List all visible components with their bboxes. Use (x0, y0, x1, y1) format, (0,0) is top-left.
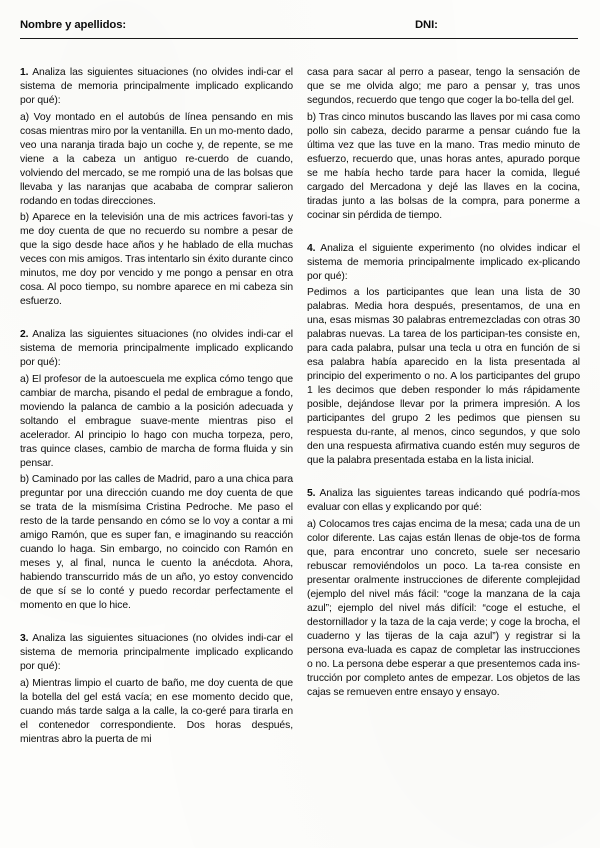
question-2-item-a: a) El profesor de la autoescuela me explica cómo tengo que cambiar de marcha, pisando el pedal de embrague a fondo, moviendo la palanca de cambio a la posición adecuada y soltando el embrague suave-mente mientras piso el acelerador. Al principio lo hago con mucha torpeza, pero, tras quince clases, cambio de marcha de forma fluida y sin pensar. (20, 373, 293, 469)
header-underline-rule (20, 38, 578, 39)
question-4-prompt (307, 242, 580, 284)
student-name-label: Nombre y apellidos: (20, 19, 127, 31)
question-5-item-a: a) Colocamos tres cajas encima de la mesa; cada una de un color diferente. Las cajas están llenas de obje-tos de forma que, para encontrar uno concreto, suele ser necesario rebuscar removiéndolos un poco. La ta-rea consiste en presentar oralmente instrucciones de diferente complejidad (ejemplo del nivel más fácil: “coge la manzana de la caja azul”; ejemplo del nivel más difícil: “coge el estuche, el destornillador y la taza de la caja verde; y coge la brocha, el cuaderno y las tijeras de la caja azul”) y registrar si la persona eva-luada es capaz de completar las instrucciones o no. La persona debe esperar a que presentemos cada ins-trucción por completo antes de empezar. Los objetos de las cajas se remueven entre ensayo y ensayo. (307, 518, 580, 698)
question-1-item-a: a) Voy montado en el autobús de línea pensando en mis cosas mientras miro por la ventanilla. En un mo-mento dado, veo una naranja tirada bajo un coche y, de repente, se me viene a la cabeza un antiguo re-cuerdo de cuando, volviendo del mercado, se me rompió una de las bolsas que llevaba y las naranjas que acababa de comprar salieron rodando en todas direcciones. (20, 111, 293, 207)
question-4-prompt-text: Analiza el siguiente experimento (no olvides indicar el sistema de memoria principalmente implicado ex-plicando por qué): (307, 242, 580, 282)
student-dni-label: DNI: (415, 19, 438, 31)
question-3-number: 3. (20, 633, 29, 644)
question-4-number: 4. (307, 242, 316, 254)
right-column (307, 66, 580, 702)
question-5-number: 5. (307, 488, 316, 499)
question-3-item-b: b) Tras cinco minutos buscando las llaves por mi casa como pollo sin cabeza, decido pararme a pensar cuándo fue la última vez que las tuve en la mano. Tras medio minuto de esfuerzo, recuerdo que, unas horas antes, apurado porque se me había hecho tarde para hacer la comida, llegué cargado del Mercadona y dejé las llaves en la cocina, tiradas junto a las bolsas de la compra, para ponerme a cocinar sin pérdida de tiempo. (307, 111, 580, 221)
question-2-prompt (20, 328, 293, 370)
left-column (20, 66, 293, 749)
header-fields-row (20, 19, 578, 37)
question-3-prompt (20, 632, 293, 674)
question-2-prompt-text: Analiza las siguientes situaciones (no olvides indi-car el sistema de memoria principalmente implicado explicando por qué): (20, 329, 293, 368)
question-1-prompt (20, 66, 293, 108)
question-3-item-a-continued-left: a) Mientras limpio el cuarto de baño, me doy cuenta de que la botella del gel está vacía; en ese momento decido que, cuando más tarde salga a la calle, la co-geré para tirarla en el contenedor correspondiente. Dos horas después, mientras abro la puerta de mi (20, 677, 293, 745)
question-1-item-b: b) Aparece en la televisión una de mis actrices favori-tas y me doy cuenta de que no recuerdo su nombre a pesar de que la sigo desde hace años y he hablado de ella muchas veces con mis amigos. Tras intentarlo sin éxito durante cinco minutos, me doy por vencido y me pongo a pensar en otra cosa. Al poco tiempo, su nombre aparece en mi cabeza sin esfuerzo. (20, 212, 293, 307)
question-4-body: Pedimos a los participantes que lean una lista de 30 palabras. Media hora después, presentamos, de una en una, esas mismas 30 palabras entremezcladas con otras 30 palabras nuevas. La tarea de los participan-tes consiste en, para cada palabra, pulsar una tecla u otra en función de si esa palabra había aparecido en la lista presentada al principio del experimento o no. A los participantes del grupo 1 les decimos que deben responder lo más rápidamente posible, dejándose llevar por la primera impresión. A los participantes del grupo 2 les pedimos que piensen su respuesta du-rante, al menos, cinco segundos, y que solo den una respuesta afirmativa cuando estén muy seguros de que la palabra presentada estaba en la lista inicial. (307, 287, 580, 466)
question-2-number: 2. (20, 329, 29, 340)
two-column-body (20, 66, 580, 841)
question-3-prompt-text: Analiza las siguientes situaciones (no olvides indi-car el sistema de memoria principalmente implicado explicando por qué): (20, 633, 293, 672)
page-header (20, 19, 578, 45)
question-5-prompt-text: Analiza las siguientes tareas indicando qué podría-mos evaluar con ellas y explicando por qué: (307, 488, 580, 513)
question-2-item-b: b) Caminado por las calles de Madrid, paro a una chica para preguntar por una dirección cuando me doy cuenta de que se trata de la mismísima Cristina Pedroche. Me paso el resto de la tarde pensando en cómo se lo voy a contar a mi amigo Ramón, que es super fan, e imaginando su reacción cuando lo haga. Sin embargo, no coincido con Ramón en meses y, al final, nunca le cuento la anécdota. Ahora, habiendo transcurrido más de un año, yo estoy convencido de que sí se lo conté y puedo recordar perfectamente el momento en que lo hice. (20, 474, 293, 611)
question-1-number: 1. (20, 67, 29, 78)
question-1-prompt-text: Analiza las siguientes situaciones (no olvides indi-car el sistema de memoria principalmente implicado explicando por qué): (20, 67, 293, 106)
question-3-item-a-continued-right: casa para sacar al perro a pasear, tengo la sensación de que se me olvida algo; me paro a pensar y, tras unos segundos, recuerdo que tengo que coger la bo-tella del gel. (307, 67, 580, 106)
question-5-prompt (307, 487, 580, 515)
